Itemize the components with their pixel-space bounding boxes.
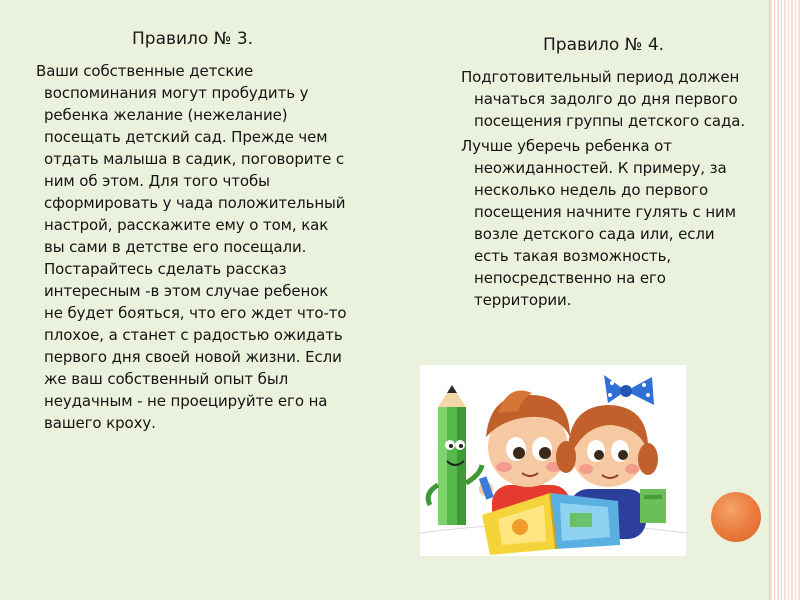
rule-3-line: интересным -в этом случае ребенок: [44, 282, 329, 300]
rule-4-line: возле детского сада или, если: [474, 225, 715, 243]
rule-4-paragraph-2: [461, 135, 771, 311]
decorative-side-stripes: [770, 0, 800, 600]
rule-4-line: начаться задолго до дня первого: [474, 90, 738, 108]
rule-3-line: ним об этом. Для того чтобы: [44, 172, 270, 190]
children-reading-book-illustration: [420, 365, 686, 556]
rule-3-line: отдать малыша в садик, поговорите с: [44, 150, 345, 168]
rule-4-line: неожиданностей. К примеру, за: [474, 159, 727, 177]
rule-3-line: ребенка желание (нежелание): [44, 106, 288, 124]
rule-3-heading: Правило № 3.: [132, 29, 254, 49]
rule-4-line: посещения начните гулять с ним: [474, 203, 736, 221]
rule-3-line: же ваш собственный опыт был: [44, 370, 289, 388]
rule-4-line: Подготовительный период должен: [461, 68, 740, 86]
rule-4-line: посещения группы детского сада.: [474, 112, 745, 130]
rule-3-line: настрой, расскажите ему о том, как: [44, 216, 329, 234]
rule-4-line: несколько недель до первого: [474, 181, 709, 199]
rule-3-line: вашего кроху.: [44, 414, 156, 432]
rule-3-line: вы сами в детстве его посещали.: [44, 238, 307, 256]
rule-4-line: непосредственно на его: [474, 269, 666, 287]
decorative-orange-circle: [711, 492, 761, 542]
rule-4-line: Лучше уберечь ребенка от: [461, 137, 672, 155]
rule-4-paragraph-1: [461, 66, 771, 132]
rule-3-line: Постарайтесь сделать рассказ: [44, 260, 287, 278]
rule-4-heading: Правило № 4.: [543, 35, 665, 55]
polka-dot-bow-icon: [604, 375, 654, 405]
rule-3-line: сформировать у чада положительный: [44, 194, 346, 212]
pencil-character-icon: [428, 385, 482, 525]
rule-3-line: не будет бояться, что его ждет что-то: [44, 304, 347, 322]
rule-3-line: Ваши собственные детские: [36, 62, 254, 80]
rule-4-text: [461, 66, 771, 314]
rule-3-line: воспоминания могут пробудить у: [44, 84, 309, 102]
rule-3-text: [36, 60, 386, 434]
rule-3-line: неудачным - не проецируйте его на: [44, 392, 328, 410]
rule-3-line: плохое, а станет с радостью ожидать: [44, 326, 343, 344]
rule-3-line: первого дня своей новой жизни. Если: [44, 348, 342, 366]
rule-4-line: есть такая возможность,: [474, 247, 672, 265]
rule-4-line: территории.: [474, 291, 572, 309]
rule-3-line: посещать детский сад. Прежде чем: [44, 128, 328, 146]
